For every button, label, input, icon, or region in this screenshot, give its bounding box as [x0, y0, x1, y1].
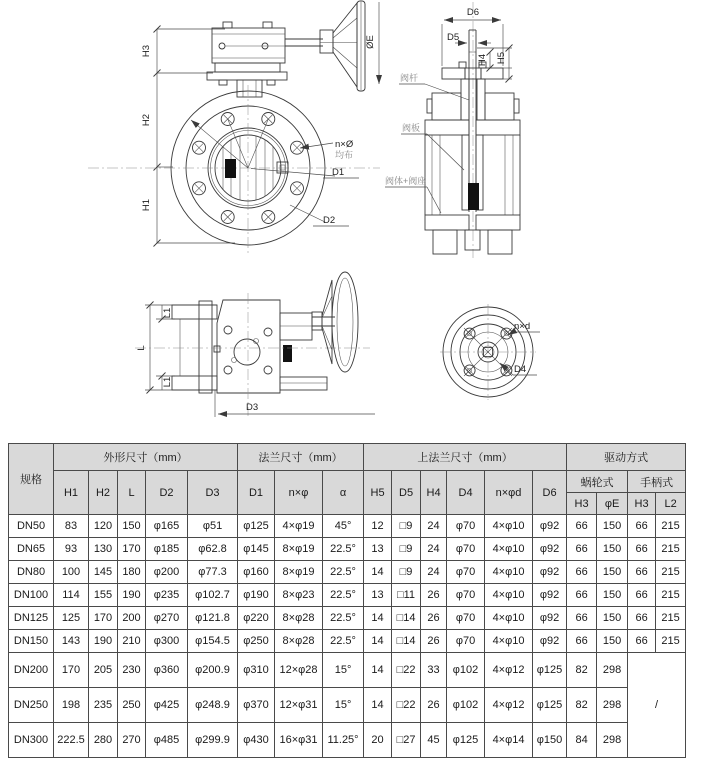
value-cell: φ270	[146, 607, 188, 630]
value-cell: 280	[89, 723, 118, 758]
value-cell: 150	[597, 630, 628, 653]
value-cell: 12×φ28	[275, 653, 323, 688]
value-cell: φ70	[447, 584, 485, 607]
value-cell: 215	[656, 515, 686, 538]
top-flange-face	[440, 304, 536, 400]
value-cell: 14	[364, 653, 392, 688]
value-cell: φ299.9	[188, 723, 238, 758]
value-cell: 4×φ10	[485, 607, 533, 630]
value-cell: φ154.5	[188, 630, 238, 653]
value-cell: φ250	[238, 630, 275, 653]
value-cell: 4×φ19	[275, 515, 323, 538]
table-row	[9, 688, 686, 723]
dim-label-d4: D4	[514, 364, 527, 375]
value-cell: 45°	[323, 515, 364, 538]
value-cell: 190	[118, 584, 146, 607]
dim-label-h1: H1	[141, 198, 152, 212]
value-cell: φ145	[238, 538, 275, 561]
dim-label-d3: D3	[246, 402, 259, 413]
value-cell: 215	[656, 538, 686, 561]
front-leader-labels	[251, 139, 359, 226]
value-cell: 200	[118, 607, 146, 630]
dim-label-h3: H3	[141, 44, 152, 58]
value-cell: 24	[421, 515, 447, 538]
value-cell: φ310	[238, 653, 275, 688]
value-cell: 4×φ12	[485, 688, 533, 723]
col-header-d5: D5	[392, 471, 421, 515]
spec-cell: DN100	[9, 584, 54, 607]
value-cell: φ165	[146, 515, 188, 538]
value-cell: □27	[392, 723, 421, 758]
value-cell: 215	[656, 607, 686, 630]
value-cell: 82	[567, 688, 597, 723]
flange-leader-labels	[500, 321, 540, 375]
value-cell: φ92	[533, 630, 567, 653]
table-row	[9, 630, 686, 653]
dim-label-l1-top: L1	[162, 307, 173, 319]
value-cell: φ125	[533, 653, 567, 688]
value-cell: φ125	[533, 688, 567, 723]
dim-label-h5: H5	[496, 51, 507, 65]
value-cell: 150	[597, 584, 628, 607]
value-cell: 190	[89, 630, 118, 653]
value-cell: 4×φ12	[485, 653, 533, 688]
value-cell: 20	[364, 723, 392, 758]
value-cell: 145	[89, 561, 118, 584]
value-cell: 66	[628, 584, 656, 607]
value-cell: φ102	[447, 688, 485, 723]
dim-label-phie: ØE	[365, 35, 376, 49]
spec-cell: DN50	[9, 515, 54, 538]
value-cell: 170	[89, 607, 118, 630]
value-cell: φ51	[188, 515, 238, 538]
value-cell: φ370	[238, 688, 275, 723]
value-cell: 15°	[323, 688, 364, 723]
value-cell: 22.5°	[323, 561, 364, 584]
value-cell: 14	[364, 630, 392, 653]
group-header-top-flange: 上法兰尺寸（mm）	[364, 444, 567, 471]
spec-cell: DN125	[9, 607, 54, 630]
table-row	[9, 607, 686, 630]
value-cell: φ92	[533, 561, 567, 584]
value-cell: □22	[392, 653, 421, 688]
value-cell: φ125	[238, 515, 275, 538]
spec-table	[8, 443, 686, 758]
col-header-d2: D2	[146, 471, 188, 515]
value-cell: □9	[392, 538, 421, 561]
value-cell: 4×φ10	[485, 515, 533, 538]
value-cell: 270	[118, 723, 146, 758]
value-cell: 26	[421, 584, 447, 607]
value-cell: 235	[89, 688, 118, 723]
value-cell: φ70	[447, 561, 485, 584]
value-cell: 26	[421, 688, 447, 723]
subgroup-header-worm: 蜗轮式	[567, 471, 628, 493]
value-cell: 66	[567, 561, 597, 584]
value-cell: 180	[118, 561, 146, 584]
col-header-l: L	[118, 471, 146, 515]
value-cell: φ160	[238, 561, 275, 584]
col-header-worm-phie: φE	[597, 493, 628, 515]
value-cell: φ92	[533, 607, 567, 630]
value-cell: 66	[567, 515, 597, 538]
col-header-alpha: α	[323, 471, 364, 515]
spec-column-header: 规格	[9, 444, 54, 515]
value-cell: 114	[54, 584, 89, 607]
valve-top-body	[135, 272, 370, 416]
value-cell: φ92	[533, 515, 567, 538]
front-dimension-lines	[141, 26, 235, 247]
value-cell: □14	[392, 607, 421, 630]
value-cell: 298	[597, 723, 628, 758]
front-view-drawing	[85, 0, 385, 264]
top-view-drawing	[130, 268, 380, 420]
value-cell: 26	[421, 630, 447, 653]
value-cell: 66	[628, 538, 656, 561]
value-cell: 13	[364, 584, 392, 607]
value-cell: 24	[421, 538, 447, 561]
value-cell: 12	[364, 515, 392, 538]
col-header-nphi: n×φ	[275, 471, 323, 515]
value-cell: 143	[54, 630, 89, 653]
spec-table-body	[9, 515, 686, 758]
value-cell: 82	[567, 653, 597, 688]
value-cell: φ102	[447, 653, 485, 688]
table-row	[9, 723, 686, 758]
gearbox	[207, 22, 287, 97]
col-header-h2: H2	[89, 471, 118, 515]
value-cell: □22	[392, 688, 421, 723]
value-cell: 100	[54, 561, 89, 584]
value-cell: 66	[628, 607, 656, 630]
dim-label-d2: D2	[323, 215, 336, 226]
value-cell: φ70	[447, 538, 485, 561]
col-header-d4: D4	[447, 471, 485, 515]
value-cell: φ70	[447, 630, 485, 653]
handwheel-side	[285, 1, 379, 91]
value-cell: φ235	[146, 584, 188, 607]
value-cell: φ92	[533, 538, 567, 561]
dim-label-nd: n×d	[514, 321, 531, 332]
value-cell: φ425	[146, 688, 188, 723]
value-cell: 33	[421, 653, 447, 688]
table-row	[9, 584, 686, 607]
value-cell: 66	[567, 538, 597, 561]
value-cell: 4×φ14	[485, 723, 533, 758]
col-header-handle-h3: H3	[628, 493, 656, 515]
value-cell: □14	[392, 630, 421, 653]
value-cell: 8×φ19	[275, 561, 323, 584]
value-cell: □9	[392, 561, 421, 584]
table-subheader-row	[9, 471, 686, 493]
value-cell: □9	[392, 515, 421, 538]
value-cell: 150	[597, 607, 628, 630]
value-cell: φ200.9	[188, 653, 238, 688]
value-cell: φ360	[146, 653, 188, 688]
value-cell: 22.5°	[323, 584, 364, 607]
value-cell: 250	[118, 688, 146, 723]
spec-cell: DN80	[9, 561, 54, 584]
value-cell: φ200	[146, 561, 188, 584]
l-dimensions	[136, 302, 217, 394]
body-seat-label: 阀体+阀座	[385, 176, 427, 186]
value-cell: 155	[89, 584, 118, 607]
subgroup-header-handle: 手柄式	[628, 471, 686, 493]
col-header-d6: D6	[533, 471, 567, 515]
disc-label: 阀板	[402, 123, 421, 133]
value-cell: 170	[118, 538, 146, 561]
value-cell: 22.5°	[323, 630, 364, 653]
dim-label-nphi: n×Ø	[335, 139, 354, 150]
value-cell: 8×φ28	[275, 630, 323, 653]
value-cell: 26	[421, 607, 447, 630]
value-cell: 15°	[323, 653, 364, 688]
table-row	[9, 561, 686, 584]
dim-label-d5: D5	[447, 32, 460, 43]
value-cell: φ485	[146, 723, 188, 758]
col-header-nphid: n×φd	[485, 471, 533, 515]
value-cell: 150	[597, 515, 628, 538]
d3-dimension	[215, 390, 375, 417]
value-cell: 125	[54, 607, 89, 630]
value-cell: φ190	[238, 584, 275, 607]
value-cell: 120	[89, 515, 118, 538]
value-cell: 11.25°	[323, 723, 364, 758]
value-cell: 14	[364, 688, 392, 723]
value-cell: 13	[364, 538, 392, 561]
value-cell: φ185	[146, 538, 188, 561]
dim-label-d6: D6	[466, 7, 480, 18]
value-cell: φ102.7	[188, 584, 238, 607]
value-cell: 45	[421, 723, 447, 758]
value-cell: 66	[567, 584, 597, 607]
value-cell: 8×φ28	[275, 607, 323, 630]
table-row	[9, 515, 686, 538]
value-cell: 83	[54, 515, 89, 538]
value-cell: φ121.8	[188, 607, 238, 630]
value-cell: 4×φ10	[485, 561, 533, 584]
merged-cell: /	[628, 653, 686, 758]
value-cell: 150	[597, 561, 628, 584]
value-cell: 4×φ10	[485, 584, 533, 607]
value-cell: □11	[392, 584, 421, 607]
value-cell: 12×φ31	[275, 688, 323, 723]
value-cell: 14	[364, 607, 392, 630]
value-cell: φ77.3	[188, 561, 238, 584]
h4-h5-dimensions	[469, 45, 513, 83]
table-group-header-row	[9, 444, 686, 471]
spec-cell: DN300	[9, 723, 54, 758]
value-cell: 215	[656, 584, 686, 607]
value-cell: 198	[54, 688, 89, 723]
value-cell: 66	[628, 515, 656, 538]
value-cell: 4×φ10	[485, 630, 533, 653]
value-cell: 66	[567, 607, 597, 630]
value-cell: φ125	[447, 723, 485, 758]
value-cell: 298	[597, 653, 628, 688]
value-cell: 210	[118, 630, 146, 653]
col-header-h5: H5	[364, 471, 392, 515]
value-cell: 205	[89, 653, 118, 688]
value-cell: 8×φ23	[275, 584, 323, 607]
value-cell: 22.5°	[323, 607, 364, 630]
value-cell: 22.5°	[323, 538, 364, 561]
spec-cell: DN250	[9, 688, 54, 723]
value-cell: φ150	[533, 723, 567, 758]
value-cell: φ70	[447, 515, 485, 538]
group-header-flange: 法兰尺寸（mm）	[238, 444, 364, 471]
value-cell: φ430	[238, 723, 275, 758]
col-header-worm-h3: H3	[567, 493, 597, 515]
value-cell: φ92	[533, 584, 567, 607]
flange-view-drawing	[420, 285, 580, 415]
value-cell: 215	[656, 561, 686, 584]
group-header-drive: 驱动方式	[567, 444, 686, 471]
col-header-d3: D3	[188, 471, 238, 515]
dim-label-junbu: 均布	[335, 150, 354, 160]
value-cell: φ300	[146, 630, 188, 653]
stem-label: 阀杆	[400, 73, 419, 83]
col-header-h1: H1	[54, 471, 89, 515]
value-cell: 16×φ31	[275, 723, 323, 758]
value-cell: φ62.8	[188, 538, 238, 561]
value-cell: 84	[567, 723, 597, 758]
disc-seal	[468, 183, 479, 210]
table-row	[9, 538, 686, 561]
col-header-h4: H4	[421, 471, 447, 515]
dim-label-h2: H2	[141, 113, 152, 127]
value-cell: 66	[567, 630, 597, 653]
value-cell: 230	[118, 653, 146, 688]
value-cell: 93	[54, 538, 89, 561]
value-cell: 24	[421, 561, 447, 584]
value-cell: 150	[597, 538, 628, 561]
section-view-drawing	[385, 0, 560, 264]
col-header-d1: D1	[238, 471, 275, 515]
col-header-handle-l2: L2	[656, 493, 686, 515]
value-cell: 66	[628, 561, 656, 584]
spec-cell: DN65	[9, 538, 54, 561]
table-row	[9, 653, 686, 688]
group-header-outline: 外形尺寸（mm）	[54, 444, 238, 471]
valve-section-body	[425, 2, 520, 258]
spec-cell: DN200	[9, 653, 54, 688]
value-cell: 130	[89, 538, 118, 561]
value-cell: 14	[364, 561, 392, 584]
value-cell: 298	[597, 688, 628, 723]
value-cell: φ70	[447, 607, 485, 630]
value-cell: 4×φ10	[485, 538, 533, 561]
dim-label-h4: H4	[477, 53, 488, 67]
nameplate-top	[283, 345, 292, 362]
value-cell: φ220	[238, 607, 275, 630]
value-cell: 222.5	[54, 723, 89, 758]
dim-label-l1-bottom: L1	[162, 376, 173, 388]
value-cell: 170	[54, 653, 89, 688]
value-cell: φ248.9	[188, 688, 238, 723]
value-cell: 66	[628, 630, 656, 653]
value-cell: 150	[118, 515, 146, 538]
dim-label-l: L	[136, 345, 147, 351]
value-cell: 8×φ19	[275, 538, 323, 561]
nameplate	[225, 159, 236, 178]
spec-cell: DN150	[9, 630, 54, 653]
value-cell: 215	[656, 630, 686, 653]
dim-label-d1: D1	[332, 167, 345, 178]
